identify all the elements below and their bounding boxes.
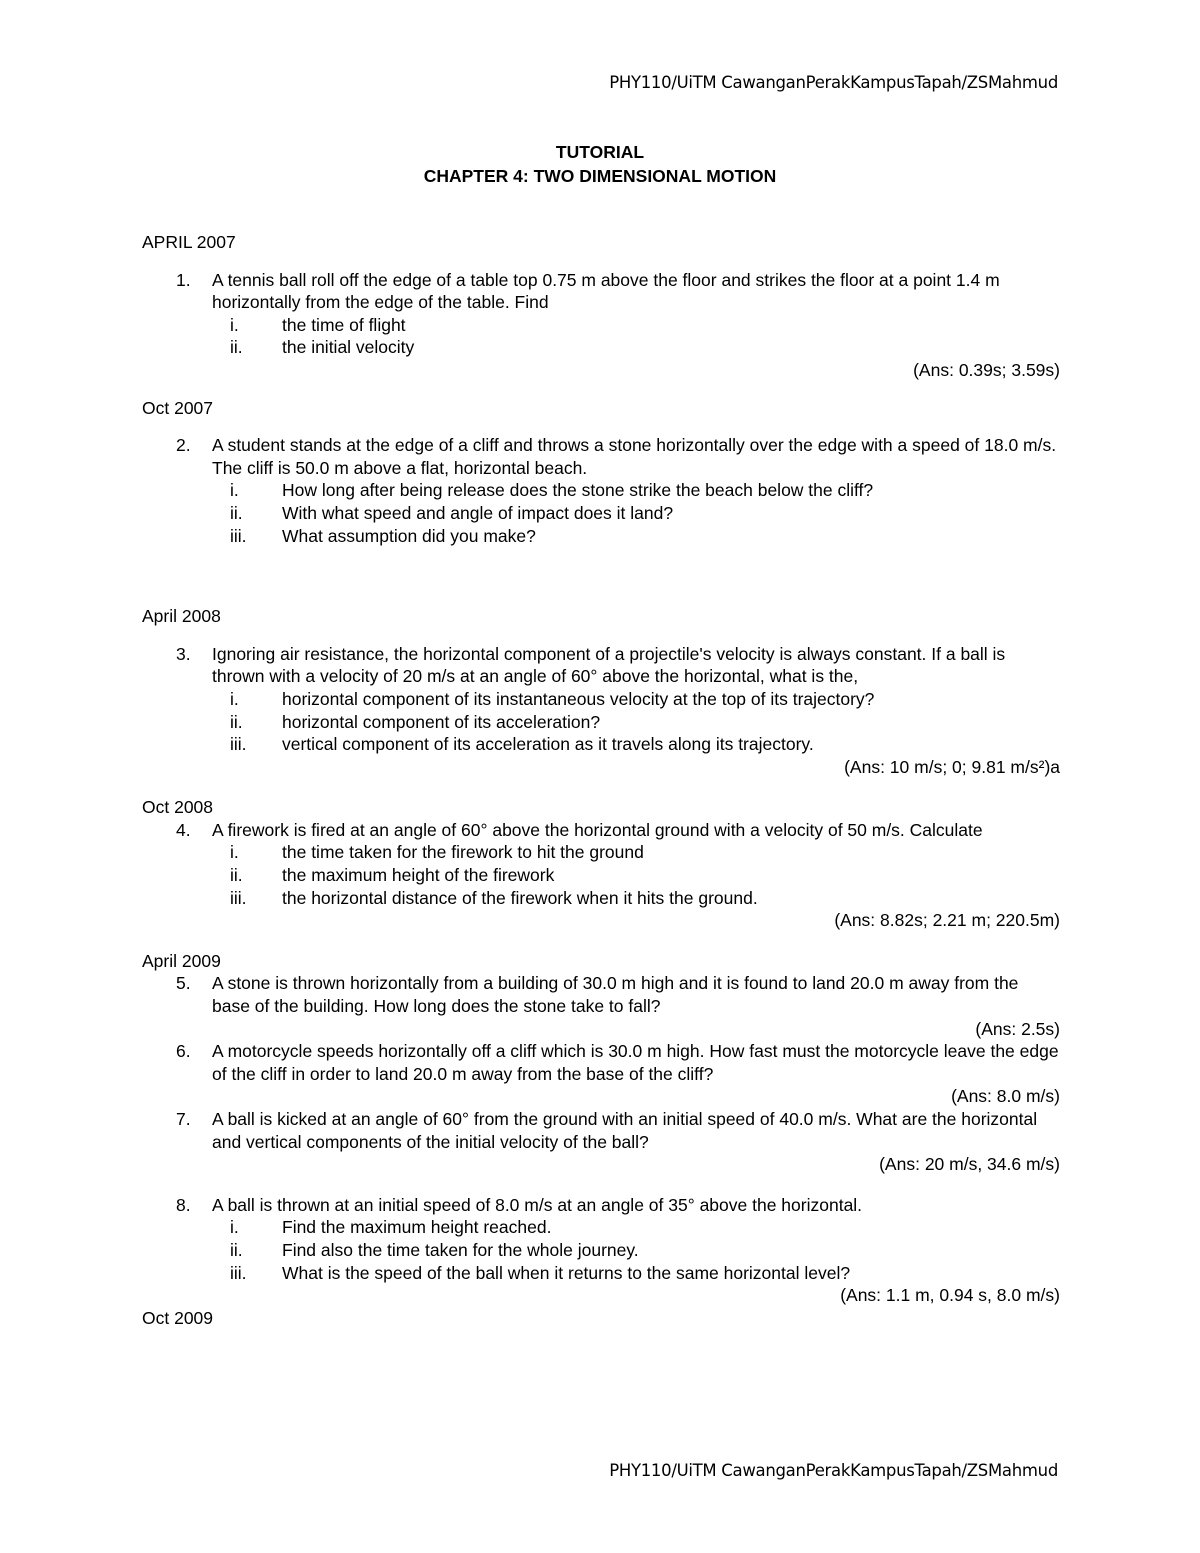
answer: (Ans: 8.0 m/s) [951, 1086, 1060, 1107]
answer: (Ans: 8.82s; 2.21 m; 220.5m) [834, 910, 1060, 931]
tutorial-content [142, 231, 1060, 1329]
part-text: vertical component of its acceleration as it travels along its trajectory. [282, 734, 814, 755]
section-heading: April 2008 [142, 606, 221, 627]
part-text: the horizontal distance of the firework when it hits the ground. [282, 887, 758, 908]
section-heading: APRIL 2007 [142, 232, 236, 252]
question-part [142, 1239, 1060, 1262]
answer: (Ans: 2.5s) [975, 1018, 1060, 1039]
part-text: horizontal component of its instantaneous velocity at the top of its trajectory? [282, 688, 875, 709]
chapter-title: CHAPTER 4: TWO DIMENSIONAL MOTION [423, 166, 777, 186]
part-number: ii. [230, 337, 243, 358]
question-number: 6. [176, 1041, 191, 1062]
part-text: How long after being release does the stone strike the beach below the cliff? [282, 480, 874, 501]
part-text: Find also the time taken for the whole journey. [282, 1239, 639, 1260]
part-number: i. [230, 842, 239, 863]
part-text: the maximum height of the firework [282, 865, 555, 886]
part-number: i. [230, 314, 239, 335]
question-text: A student stands at the edge of a cliff and throws a stone horizontally over the edge with a speed of 18.0 m/s. The cliff is 50.0 m above a flat, horizontal beach. [212, 435, 1057, 478]
question-part [142, 1262, 1060, 1285]
question-text: A tennis ball roll off the edge of a table top 0.75 m above the floor and strikes the floor at a point 1.4 m horizontally from the edge of the table. Find [212, 269, 1000, 313]
answer: (Ans: 0.39s; 3.59s) [913, 359, 1060, 380]
question-number: 1. [176, 269, 191, 290]
question-3 [142, 643, 1060, 688]
question-part [142, 733, 1060, 756]
question-text: A motorcycle speeds horizontally off a cliff which is 30.0 m high. How fast must the motorcycle leave the edge of the cliff in order to land 20.0 m away from the base of the cliff? [212, 1041, 1059, 1084]
part-text: the time of flight [282, 314, 406, 335]
question-6 [142, 1040, 1060, 1085]
question-part [142, 502, 1060, 525]
page-title: TUTORIAL [555, 142, 645, 162]
part-text: the time taken for the firework to hit the ground [282, 842, 644, 863]
section-heading: Oct 2009 [142, 1307, 214, 1328]
question-number: 7. [176, 1109, 191, 1129]
section-heading: April 2009 [142, 950, 221, 971]
part-number: iii. [230, 525, 247, 546]
question-number: 2. [176, 435, 191, 456]
part-number: ii. [230, 865, 243, 886]
answer: (Ans: 1.1 m, 0.94 s, 8.0 m/s) [840, 1285, 1060, 1306]
section-heading: Oct 2008 [142, 797, 214, 818]
part-text: the initial velocity [282, 337, 415, 358]
part-number: iii. [230, 887, 247, 908]
question-part [142, 1216, 1060, 1239]
page-header: PHY110/UiTM CawanganPerakKampusTapah/ZSMahmud [609, 73, 1058, 92]
part-number: iii. [230, 734, 247, 755]
section-heading: Oct 2007 [142, 397, 214, 418]
question-text: A firework is fired at an angle of 60° above the horizontal ground with a velocity of 50 m/s. Calculate [212, 819, 983, 840]
answer: (Ans: 20 m/s, 34.6 m/s) [879, 1154, 1060, 1175]
question-text: A ball is kicked at an angle of 60° from the ground with an initial speed of 40.0 m/s. What are the horizontal and vertical components of the initial velocity of the ball? [212, 1109, 1038, 1152]
part-text: horizontal component of its acceleration? [282, 711, 601, 732]
part-text: Find the maximum height reached. [282, 1217, 552, 1238]
part-number: i. [230, 688, 239, 709]
question-text: A ball is thrown at an initial speed of 8.0 m/s at an angle of 35° above the horizontal. [212, 1194, 863, 1215]
part-number: ii. [230, 502, 243, 523]
question-number: 5. [176, 973, 191, 994]
question-part [142, 479, 1060, 502]
question-text: Ignoring air resistance, the horizontal component of a projectile's velocity is always constant. If a ball is thrown with a velocity of 20 m/s at an angle of 60° above the horizontal, what is the, [212, 643, 1006, 687]
question-8 [142, 1194, 1060, 1217]
part-number: iii. [230, 1262, 247, 1283]
question-number: 4. [176, 819, 191, 840]
part-text: What is the speed of the ball when it returns to the same horizontal level? [282, 1262, 851, 1283]
question-5 [142, 972, 1060, 1017]
question-part [142, 887, 1060, 910]
part-number: i. [230, 480, 239, 501]
question-text: A stone is thrown horizontally from a building of 30.0 m high and it is found to land 20.0 m away from the base of the building. How long does the stone take to fall? [212, 973, 1019, 1017]
question-number: 3. [176, 643, 191, 664]
question-1 [142, 269, 1060, 314]
question-7 [142, 1108, 1060, 1153]
question-part [142, 336, 1060, 359]
question-number: 8. [176, 1194, 191, 1215]
part-text: What assumption did you make? [282, 525, 536, 546]
question-part [142, 688, 1060, 711]
question-part [142, 314, 1060, 337]
answer: (Ans: 10 m/s; 0; 9.81 m/s²)a [844, 756, 1060, 777]
question-part [142, 525, 1060, 548]
part-number: ii. [230, 711, 243, 732]
part-text: With what speed and angle of impact does it land? [282, 502, 674, 523]
question-2 [142, 434, 1060, 479]
question-part [142, 841, 1060, 864]
part-number: i. [230, 1217, 239, 1238]
part-number: ii. [230, 1239, 243, 1260]
page-footer: PHY110/UiTM CawanganPerakKampusTapah/ZSMahmud [609, 1461, 1058, 1480]
question-part [142, 711, 1060, 734]
question-4 [142, 819, 1060, 842]
question-part [142, 864, 1060, 887]
